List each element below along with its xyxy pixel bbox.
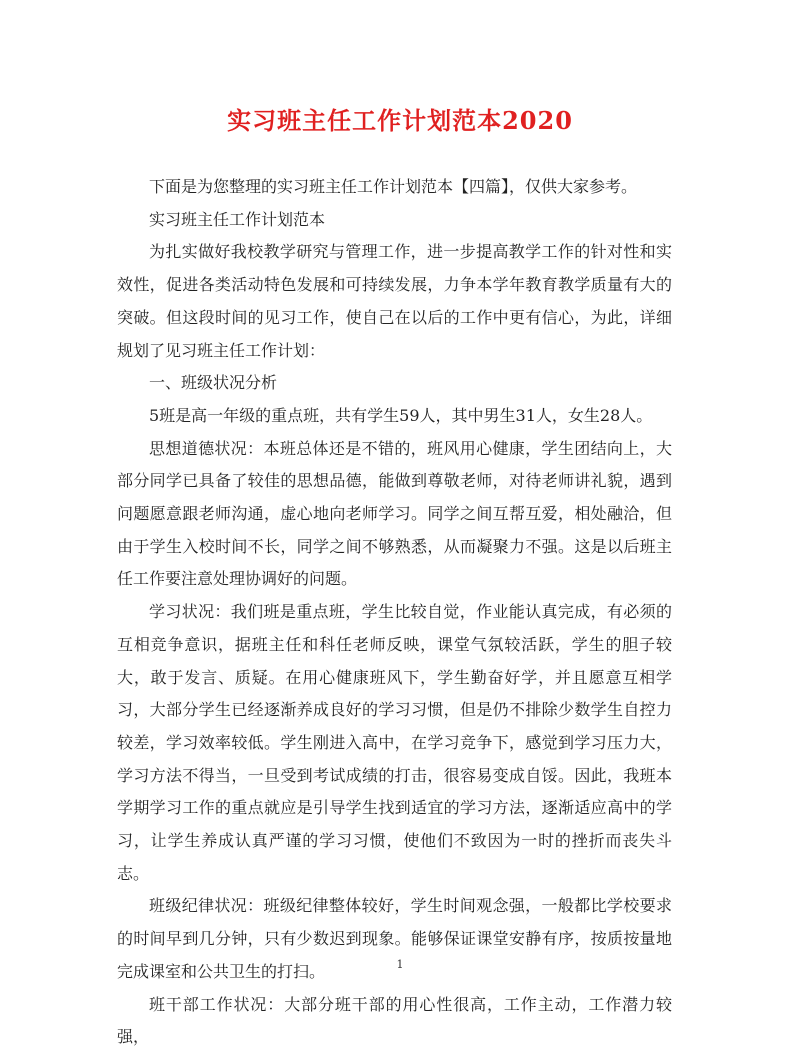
paragraph-subtitle: 实习班主任工作计划范本 — [149, 209, 326, 229]
page-number: 1 — [396, 958, 404, 971]
paragraph-intro: 下面是为您整理的实习班主任工作计划范本【四篇】，仅供大家参考。 — [149, 177, 638, 196]
document-body — [117, 171, 672, 1054]
paragraph-discipline-status: 班级纪律状况：班级纪律整体较好，学生时间观念强，一般都比学校要求的时间早到几分钟，只有少数迟到现象。能够保证课堂安静有序，按质按量地完成课室和公共卫生的打扫。 — [117, 896, 672, 981]
paragraph-purpose: 为扎实做好我校教学研究与管理工作，进一步提高教学工作的针对性和实效性，促进各类活动特色发展和可持续发展，力争本学年教育教学质量有大的突破。但这段时间的见习工作，使自己在以后的工作中更有信心，为此，详细规划了见习班主任工作计划： — [117, 242, 672, 360]
paragraph-cadre-status: 班干部工作状况：大部分班干部的用心性很高，工作主动，工作潜力较强， — [117, 994, 672, 1047]
paragraph-class-size: 5班是高一年级的重点班，共有学生59人，其中男生31人，女生28人。 — [149, 405, 653, 425]
document-title: 实习班主任工作计划范本2020 — [227, 106, 573, 135]
paragraph-study-status: 学习状况：我们班是重点班，学生比较自觉，作业能认真完成，有必须的互相竞争意识，据班主任和科任老师反映，课堂气氛较活跃，学生的胆子较大，敢于发言、质疑。在用心健康班风下，学生勤奋好学，并且愿意互相学习，大部分学生已经逐渐养成良好的学习习惯，但是仍不排除少数学生自控力较差，学习效率较低。学生刚进入高中，在学习竞争下，感觉到学习压力大，学习方法不得当，一旦受到考试成绩的打击，很容易变成自馁。因此，我班本学期学习工作的重点就应是引导学生找到适宜的学习方法，逐渐适应高中的学习，让学生养成认真严谨的学习习惯，使他们不致因为一时的挫折而丧失斗志。 — [117, 602, 672, 883]
section-heading-class-analysis: 一、班级状况分析 — [149, 373, 278, 393]
paragraph-moral-status: 思想道德状况：本班总体还是不错的，班风用心健康，学生团结向上，大部分同学已具备了较佳的思想品德，能做到尊敬老师，对待老师讲礼貌，遇到问题愿意跟老师沟通，虚心地向老师学习。同学之间互帮互爱，相处融洽，但由于学生入校时间不长，同学之间不够熟悉，从而凝聚力不强。这是以后班主任工作要注意处理协调好的问题。 — [117, 438, 672, 589]
